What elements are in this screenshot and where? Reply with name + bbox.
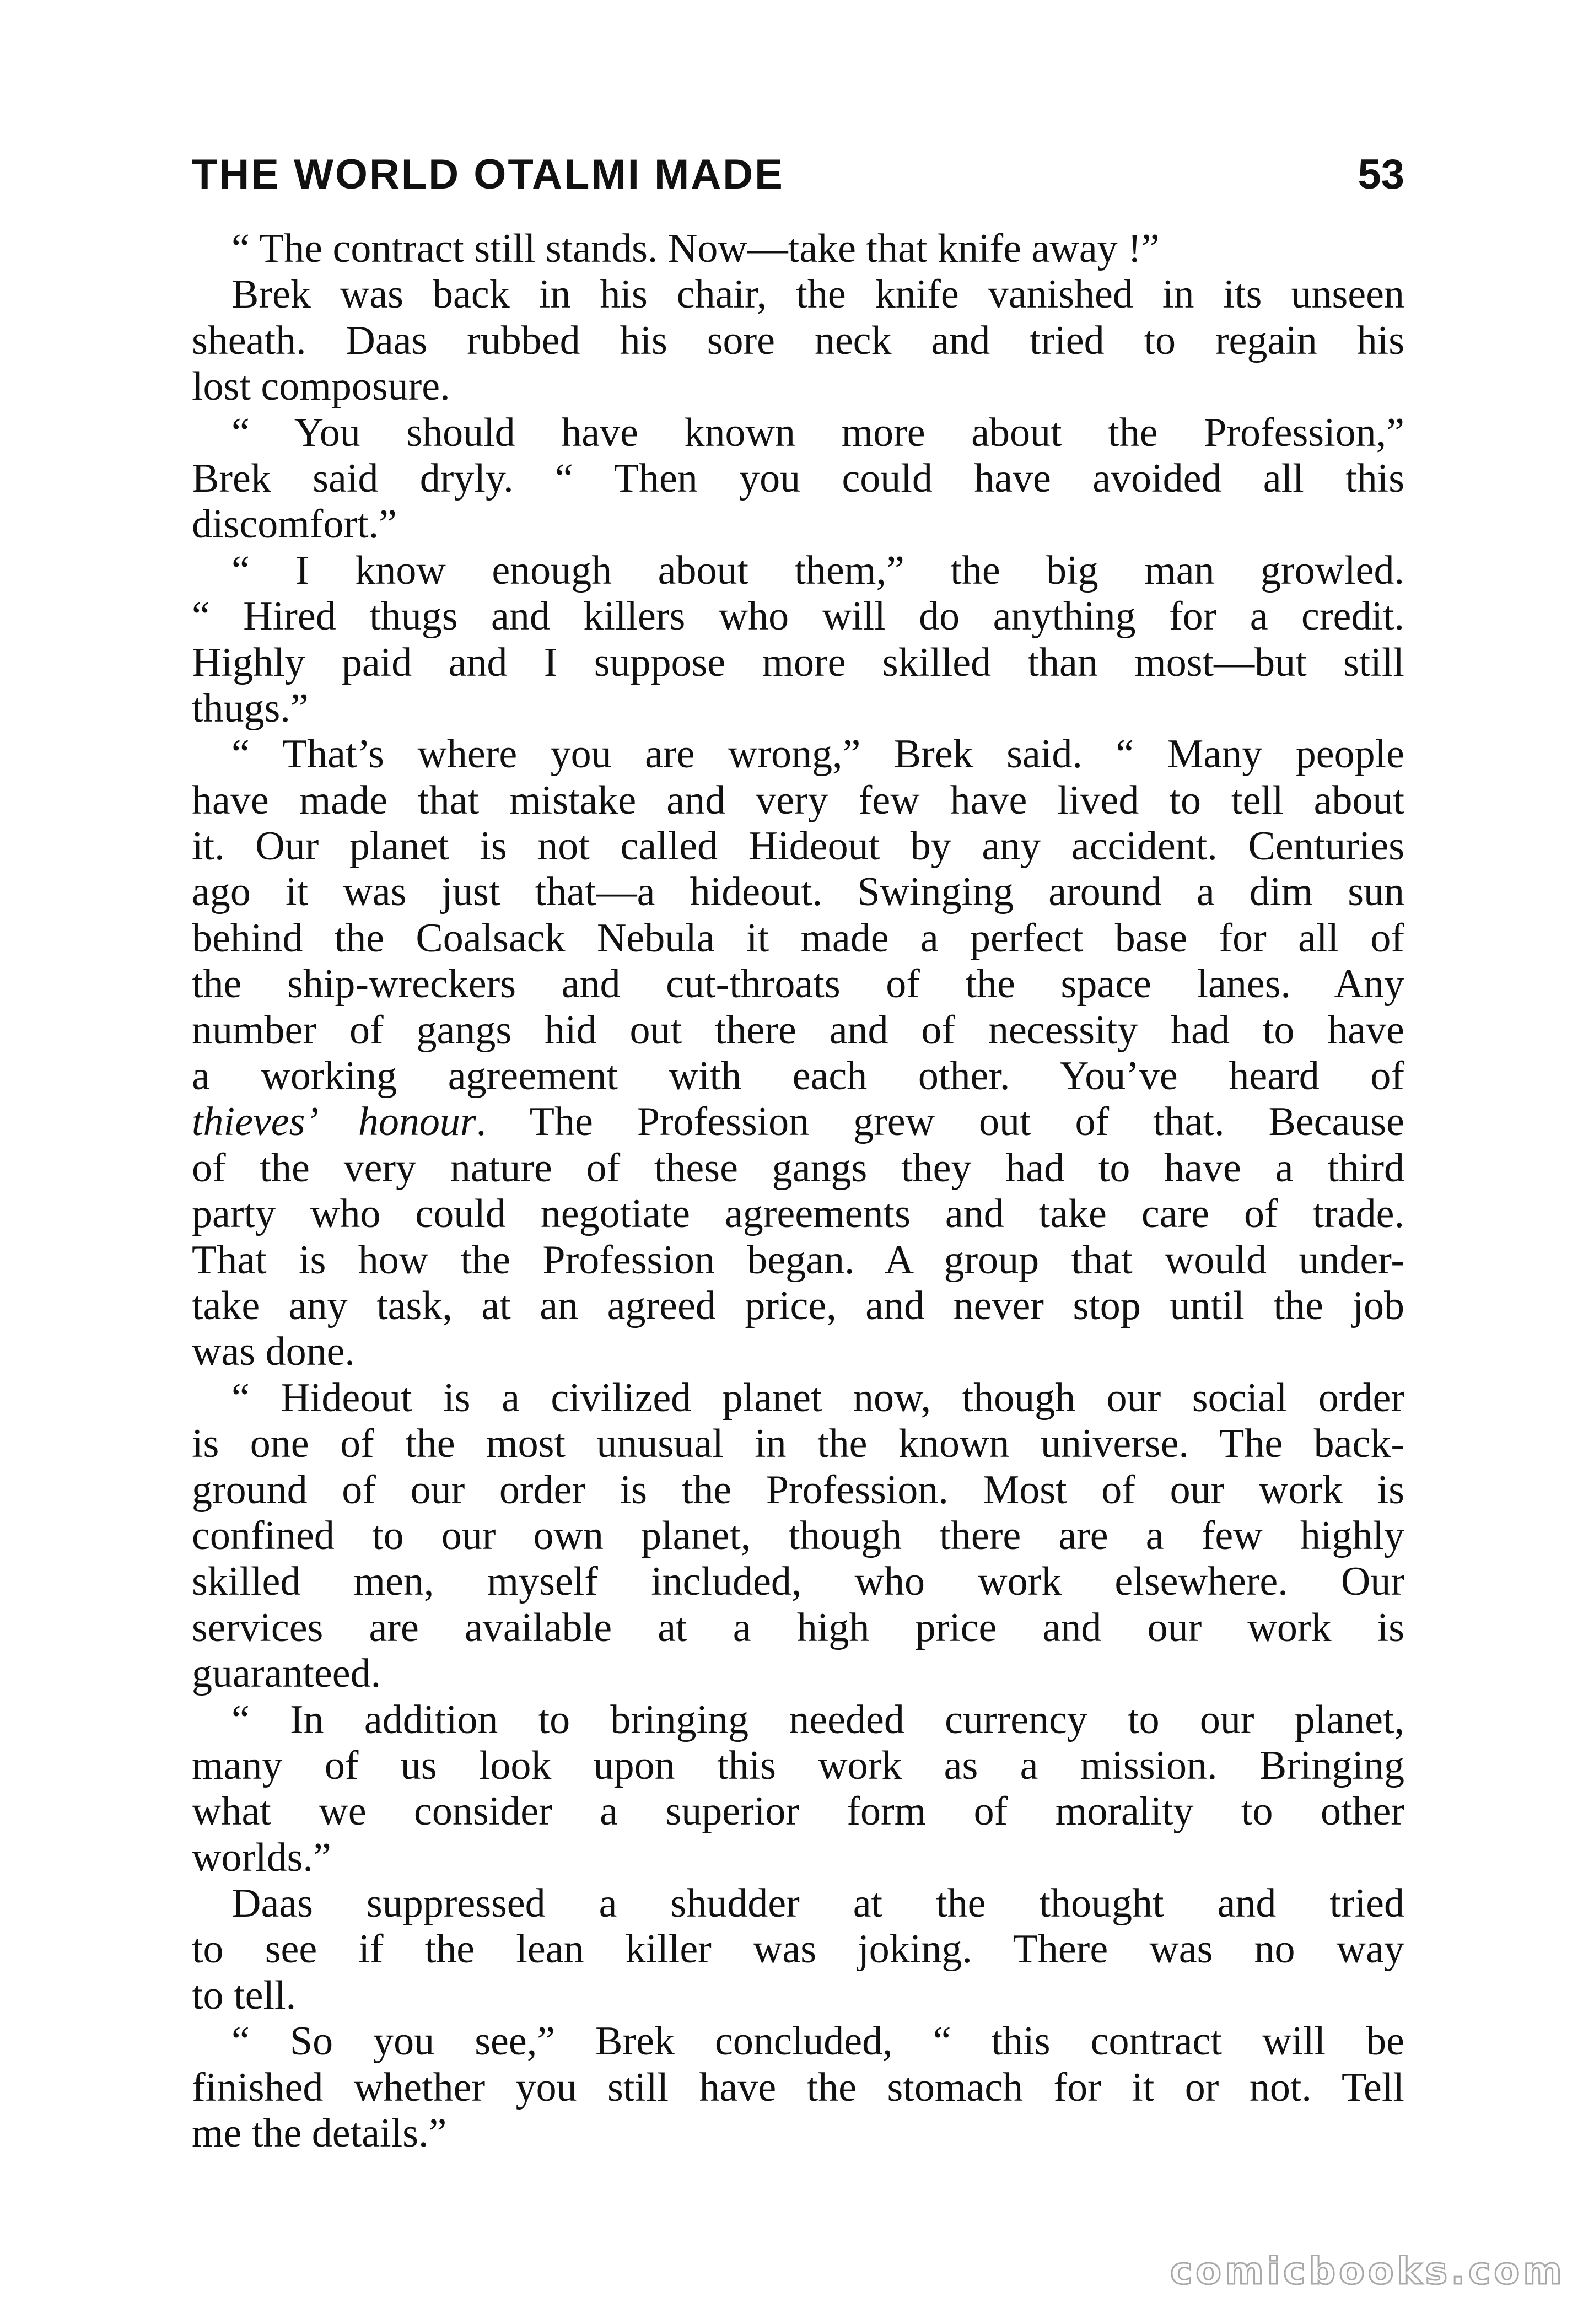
text-line: behind the Coalsack Nebula it made a perfect base for all of <box>192 915 1404 961</box>
page-number: 53 <box>1358 151 1404 198</box>
page-header <box>192 144 1404 205</box>
text-line: number of gangs hid out there and of necessity had to have <box>192 1007 1404 1053</box>
text-line: Brek was back in his chair, the knife vanished in its unseen <box>231 272 1404 318</box>
text-line: Highly paid and I suppose more skilled than most—but still <box>192 639 1404 685</box>
text-line: it. Our planet is not called Hideout by any accident. Centuries <box>192 824 1404 869</box>
body-text <box>192 226 1404 2156</box>
text-line: finished whether you still have the stomach for it or not. Tell <box>192 2064 1404 2110</box>
text-line: Brek said dryly. “ Then you could have avoided all this <box>192 455 1404 501</box>
italic-phrase: thieves’ honour <box>192 1099 476 1145</box>
text-line: sheath. Daas rubbed his sore neck and tried to regain his <box>192 318 1404 363</box>
text-line: ground of our order is the Profession. Most of our work is <box>192 1467 1404 1513</box>
watermark: comicbooks.com <box>1170 2250 1565 2293</box>
text-line: is one of the most unusual in the known universe. The back- <box>192 1421 1404 1467</box>
text-line: services are available at a high price and our work is <box>192 1605 1404 1650</box>
text-line: confined to our own planet, though there are a few highly <box>192 1513 1404 1558</box>
text-line: me the details.” <box>192 2111 447 2156</box>
text-line: “ So you see,” Brek concluded, “ this contract will be <box>231 2019 1404 2064</box>
text-line: skilled men, myself included, who work elsewhere. Our <box>192 1559 1404 1605</box>
text-line: “ You should have known more about the Profession,” <box>231 410 1404 455</box>
text-line: a working agreement with each other. You’ve heard of <box>192 1053 1404 1099</box>
text-line: take any task, at an agreed price, and never stop until the job <box>192 1283 1404 1328</box>
text-line: discomfort.” <box>192 502 397 547</box>
text-line: lost composure. <box>192 364 450 410</box>
text-line: “ That’s where you are wrong,” Brek said. “ Many people <box>231 731 1404 777</box>
text-line: have made that mistake and very few have lived to tell about <box>192 777 1404 823</box>
text-line: to see if the lean killer was joking. There was no way <box>192 1927 1404 1972</box>
text-line: “ Hired thugs and killers who will do anything for a credit. <box>192 594 1404 639</box>
text-line: to tell. <box>192 1972 297 2018</box>
text-line: many of us look upon this work as a mission. Bringing <box>192 1742 1404 1788</box>
line-text: . The Profession grew out of that. Because <box>476 1099 1404 1145</box>
text-line: what we consider a superior form of morality to other <box>192 1789 1404 1835</box>
text-line: Daas suppressed a shudder at the thought and tried <box>231 1881 1404 1927</box>
text-line: was done. <box>192 1329 355 1375</box>
text-line: party who could negotiate agreements and take care of trade. <box>192 1191 1404 1237</box>
text-line: “ In addition to bringing needed currency to our planet, <box>231 1697 1404 1742</box>
text-line: thugs.” <box>192 685 309 731</box>
text-line: guaranteed. <box>192 1651 381 1697</box>
text-line: “ The contract still stands. Now—take that knife away !” <box>231 226 1160 271</box>
text-line <box>192 1099 1404 1145</box>
text-line: of the very nature of these gangs they had to have a third <box>192 1145 1404 1191</box>
text-line: “ I know enough about them,” the big man growled. <box>231 547 1404 593</box>
text-line: the ship-wreckers and cut-throats of the space lanes. Any <box>192 961 1404 1007</box>
text-line: ago it was just that—a hideout. Swinging around a dim sun <box>192 869 1404 915</box>
text-line: That is how the Profession began. A group that would under- <box>192 1237 1404 1283</box>
text-line: worlds.” <box>192 1835 331 1880</box>
running-head: THE WORLD OTALMI MADE <box>192 151 784 198</box>
text-line: “ Hideout is a civilized planet now, though our social order <box>231 1375 1404 1421</box>
